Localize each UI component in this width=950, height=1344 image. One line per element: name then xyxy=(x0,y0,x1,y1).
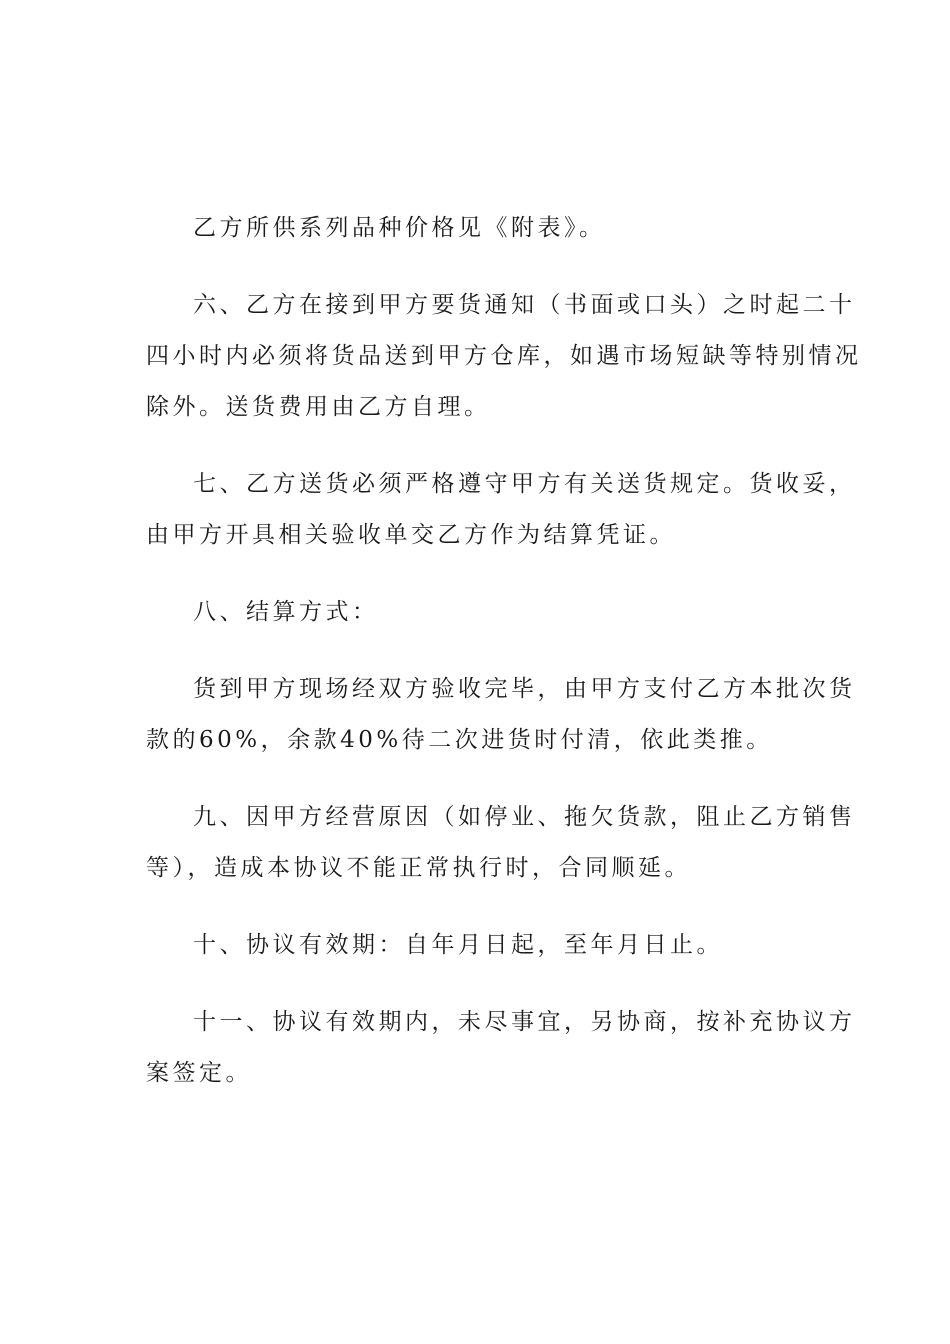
paragraph-line: 八、结算方式： xyxy=(193,599,379,625)
document-body xyxy=(146,203,862,1125)
paragraph-settlement-terms xyxy=(146,664,856,766)
paragraph-clause-10 xyxy=(146,920,804,971)
paragraph-line: 九、因甲方经营原因（如停业、拖欠货款，阻止乙方销售 xyxy=(193,804,856,830)
paragraph-clause-11 xyxy=(146,997,856,1099)
paragraph-line: 款的60%，余款40%待二次进货时付清，依此类推。 xyxy=(146,727,773,753)
paragraph-line: 除外。送货费用由乙方自理。 xyxy=(146,394,491,420)
paragraph-clause-6 xyxy=(146,280,862,433)
paragraph-clause-8-heading xyxy=(146,587,804,638)
paragraph-line: 十、协议有效期：自年月日起，至年月日止。 xyxy=(193,932,723,958)
paragraph-line: 乙方所供系列品种价格见《附表》。 xyxy=(193,215,606,241)
paragraph-line: 由甲方开具相关验收单交乙方作为结算凭证。 xyxy=(146,522,676,548)
paragraph-line: 四小时内必须将货品送到甲方仓库，如遇市场短缺等特别情况 xyxy=(146,343,862,369)
paragraph-line: 案签定。 xyxy=(146,1060,252,1086)
paragraph-line: 等），造成本协议不能正常执行时，合同顺延。 xyxy=(146,855,691,881)
paragraph-line: 七、乙方送货必须严格遵守甲方有关送货规定。货收妥， xyxy=(193,471,856,497)
paragraph-line: 货到甲方现场经双方验收完毕，由甲方支付乙方本批次货 xyxy=(193,676,856,702)
paragraph-clause-7 xyxy=(146,459,856,561)
paragraph-clause-9 xyxy=(146,792,856,894)
paragraph-line: 十一、协议有效期内，未尽事宜，另协商，按补充协议方 xyxy=(193,1009,856,1035)
paragraph-price-list xyxy=(146,203,804,254)
paragraph-line: 六、乙方在接到甲方要货通知（书面或口头）之时起二十 xyxy=(193,292,856,318)
